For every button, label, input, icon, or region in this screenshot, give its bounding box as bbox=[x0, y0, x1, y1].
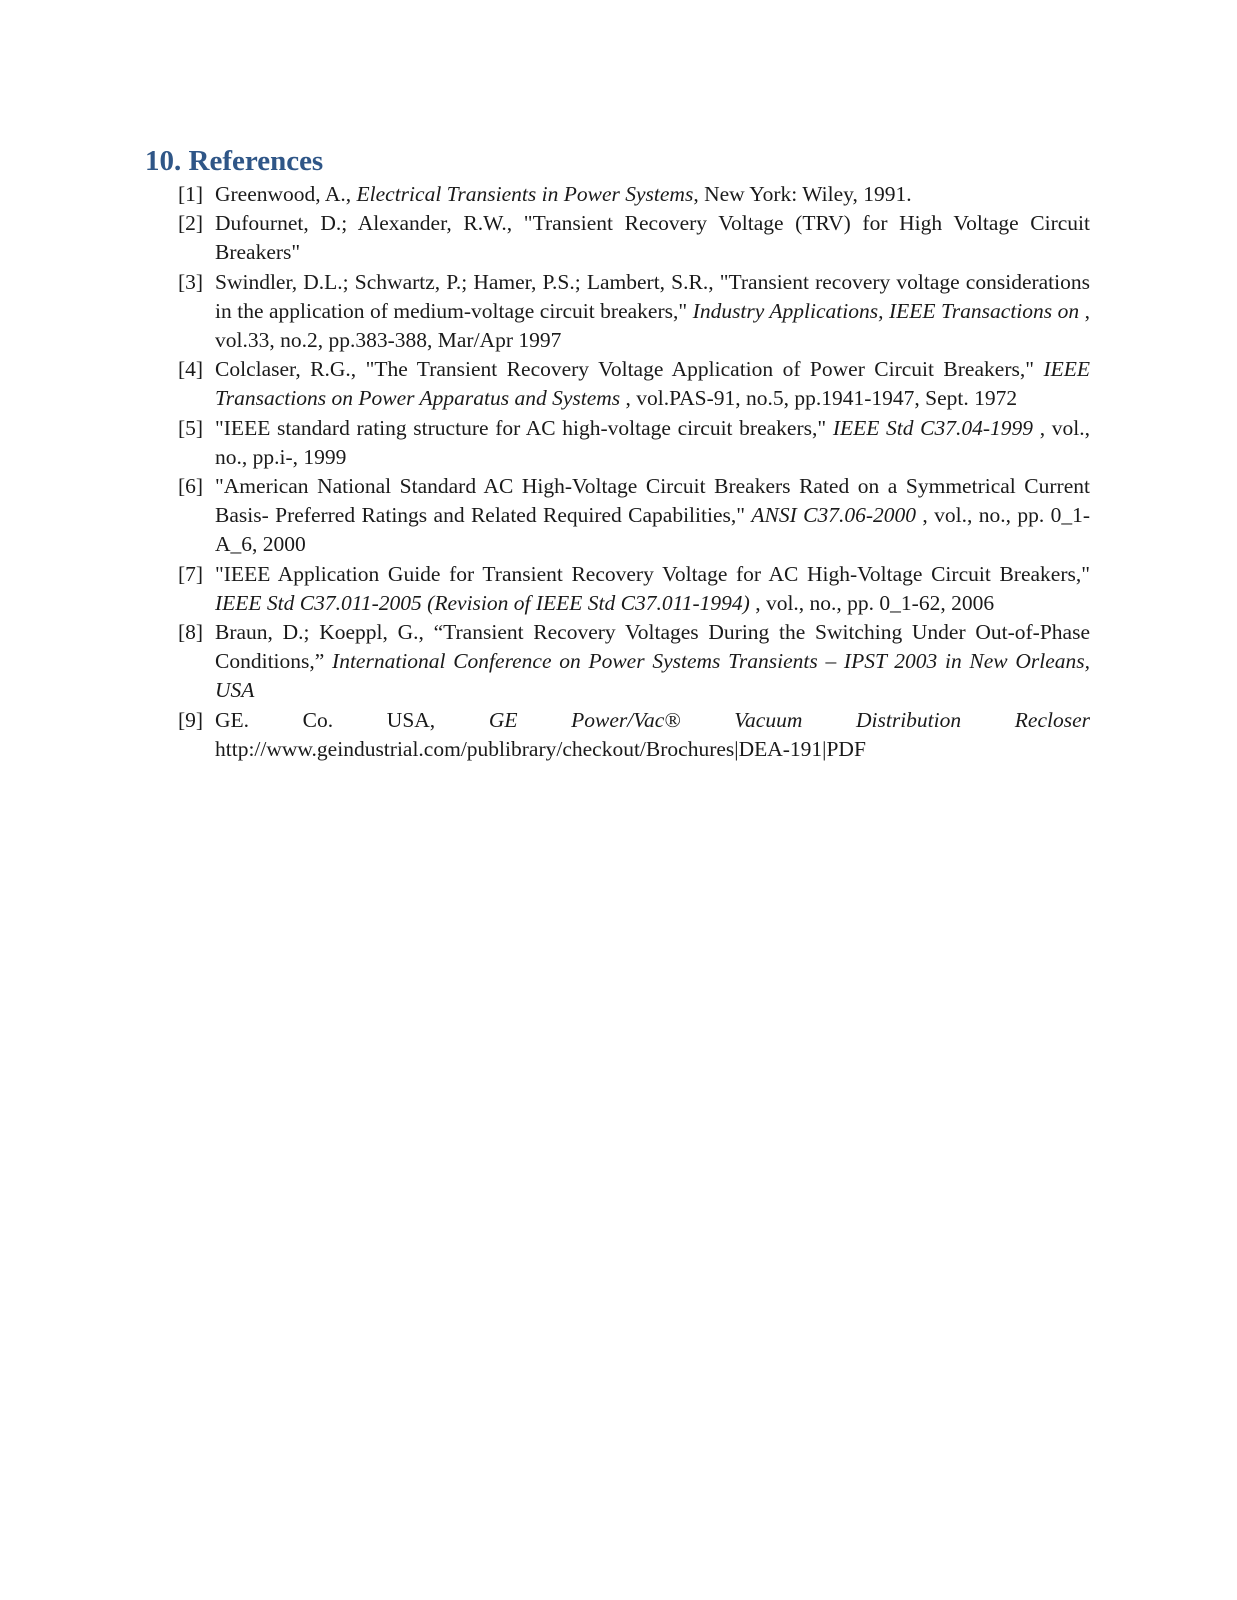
reference-text-segment: GE. Co. USA, bbox=[215, 707, 489, 732]
reference-text bbox=[215, 618, 1090, 706]
reference-text-segment: http://www.geindustrial.com/publibrary/checkout/Brochures|DEA-191|PDF bbox=[215, 736, 866, 761]
reference-number: [9] bbox=[178, 707, 204, 732]
reference-item bbox=[178, 706, 1090, 764]
reference-text bbox=[215, 472, 1090, 560]
reference-item bbox=[178, 414, 1090, 472]
reference-text-segment: , New York: Wiley, 1991. bbox=[693, 182, 912, 206]
reference-item bbox=[178, 209, 1090, 267]
reference-text-segment: , vol., no., pp. 0_1-A_6, 2000 bbox=[215, 503, 1090, 557]
reference-text bbox=[215, 560, 1090, 618]
reference-text-segment: "American National Standard AC High-Voltage Circuit Breakers Rated on a Symmetrical Current Basis- Preferred Ratings and Related Required Capabilities," bbox=[215, 474, 1090, 528]
reference-text bbox=[215, 268, 1090, 356]
reference-title-italic: ANSI C37.06-2000 bbox=[751, 503, 917, 528]
reference-text bbox=[215, 180, 1090, 209]
reference-item bbox=[178, 618, 1090, 706]
reference-list bbox=[178, 180, 1090, 764]
reference-text-segment: "IEEE standard rating structure for AC high-voltage circuit breakers," bbox=[215, 415, 833, 440]
reference-item bbox=[178, 268, 1090, 356]
reference-text bbox=[215, 209, 1090, 267]
reference-title-italic: Electrical Transients in Power Systems bbox=[356, 182, 694, 206]
reference-item bbox=[178, 355, 1090, 413]
reference-item bbox=[178, 180, 1090, 209]
reference-number: [8] bbox=[178, 620, 204, 645]
reference-text-segment: Greenwood, A., bbox=[215, 182, 357, 206]
reference-text-segment: Dufournet, D.; Alexander, R.W., "Transient Recovery Voltage (TRV) for High Voltage Circuit Breakers" bbox=[215, 211, 1090, 265]
reference-text-segment: , vol., no., pp.i-, 1999 bbox=[215, 415, 1090, 469]
reference-number: [1] bbox=[178, 182, 204, 206]
section-heading: 10. References bbox=[145, 145, 324, 177]
reference-title-italic: Industry Applications, IEEE Transactions on bbox=[692, 298, 1080, 323]
reference-number: [5] bbox=[178, 415, 204, 440]
reference-number: [7] bbox=[178, 561, 204, 586]
reference-title-italic: IEEE Std C37.011-2005 (Revision of IEEE Std C37.011-1994) bbox=[215, 590, 750, 615]
reference-text-segment: "IEEE Application Guide for Transient Recovery Voltage for AC High-Voltage Circuit Breakers," bbox=[215, 561, 1090, 586]
reference-text-segment: Colclaser, R.G., "The Transient Recovery Voltage Application of Power Circuit Breakers," bbox=[215, 357, 1044, 382]
reference-number: [6] bbox=[178, 474, 204, 499]
reference-title-italic: GE Power/Vac® Vacuum Distribution Recloser bbox=[488, 707, 1091, 732]
reference-text bbox=[215, 706, 1090, 764]
reference-text-segment: Braun, D.; Koeppl, G., “Transient Recovery Voltages During the Switching Under Out-of-Phase Conditions,” bbox=[215, 620, 1090, 674]
reference-text bbox=[215, 414, 1090, 472]
reference-item bbox=[178, 472, 1090, 560]
reference-text bbox=[215, 355, 1090, 413]
reference-number: [3] bbox=[178, 269, 204, 294]
reference-title-italic: IEEE Std C37.04-1999 bbox=[832, 415, 1034, 440]
reference-text-segment: Swindler, D.L.; Schwartz, P.; Hamer, P.S.; Lambert, S.R., "Transient recovery voltage considerations in the application of medium-voltage circuit breakers," bbox=[215, 269, 1090, 323]
reference-number: [2] bbox=[178, 211, 204, 236]
reference-title-italic: International Conference on Power Systems Transients – IPST 2003 in New Orleans, USA bbox=[215, 649, 1091, 703]
reference-text-segment: , vol.33, no.2, pp.383-388, Mar/Apr 1997 bbox=[215, 298, 1090, 353]
reference-text-segment: , vol.PAS-91, no.5, pp.1941-1947, Sept. 1972 bbox=[620, 386, 1018, 411]
reference-number: [4] bbox=[178, 357, 204, 382]
reference-item bbox=[178, 560, 1090, 618]
reference-title-italic: IEEE Transactions on Power Apparatus and Systems bbox=[215, 357, 1090, 411]
reference-text-segment: , vol., no., pp. 0_1-62, 2006 bbox=[749, 590, 995, 615]
